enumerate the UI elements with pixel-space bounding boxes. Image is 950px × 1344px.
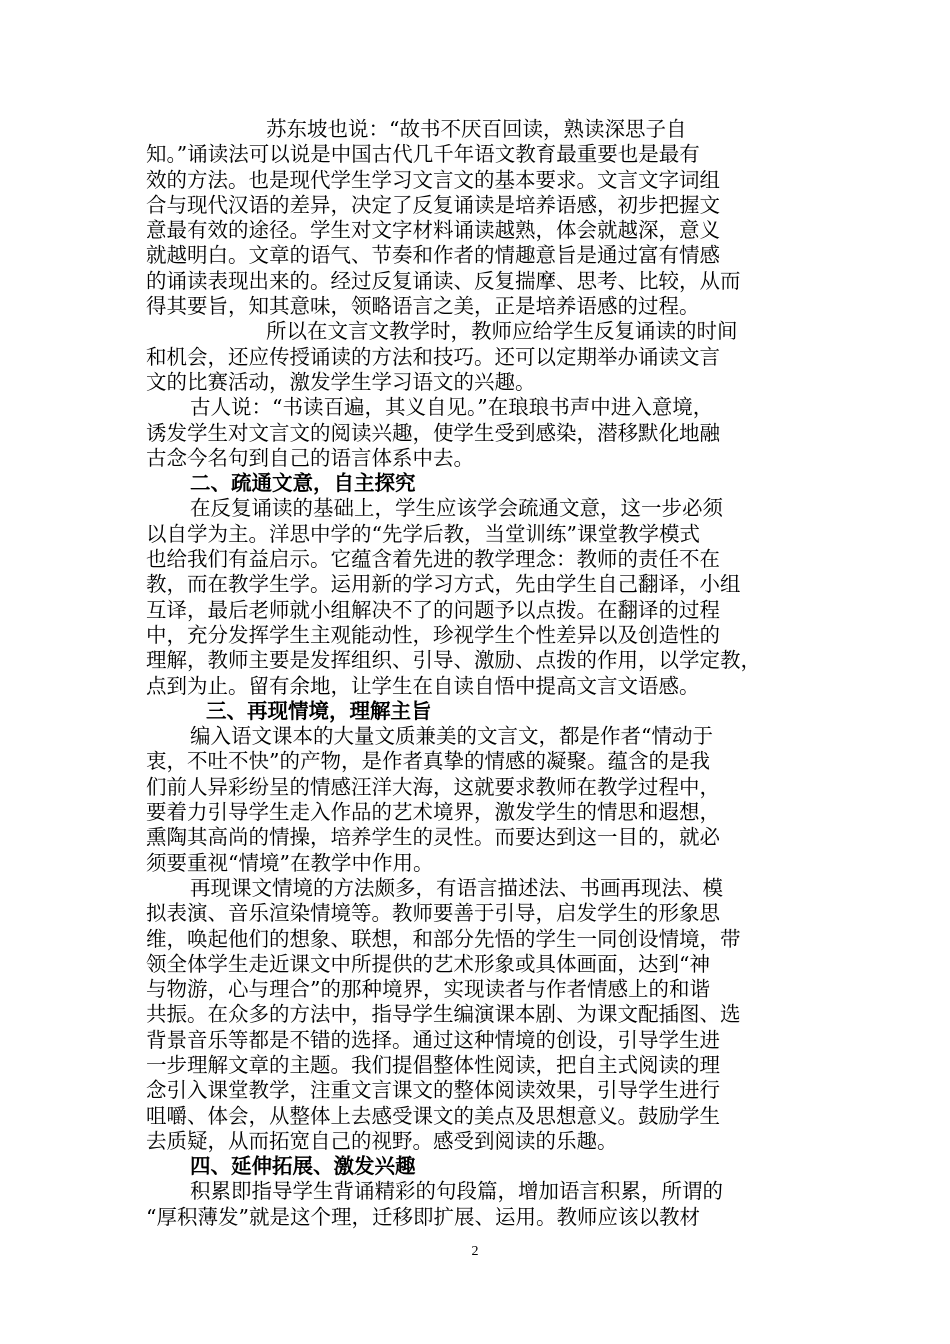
text-line: 拟表演、音乐渲染情境等。教师要善于引导，启发学生的形象思 [146,901,720,926]
text-line: 去质疑，从而拓宽自己的视野。感受到阅读的乐趣。 [146,1128,618,1153]
text-line: 苏东坡也说：“故书不厌百回读，熟读深思子自 [266,117,687,141]
text-line: 互译，最后老师就小组解决不了的问题予以点拨。在翻译的过程 [146,597,720,622]
text-line: 诱发学生对文言文的阅读兴趣，使学生受到感染，潜移默化地融 [146,420,720,445]
text-line: 效的方法。也是现代学生学习文言文的基本要求。文言文字词组 [146,167,720,192]
section-heading: 三、再现情境，理解主旨 [206,698,432,723]
text-line: 意最有效的途径。学生对文字材料诵读越熟，体会就越深，意义 [146,218,720,243]
text-line: “厚积薄发”就是这个理，迁移即扩展、运用。教师应该以教材 [146,1204,700,1229]
text-line: 维，唤起他们的想象、联想，和部分先悟的学生一同创设情境，带 [146,926,741,951]
text-line: 所以在文言文教学时，教师应给学生反复诵读的时间 [266,319,738,344]
text-line: 熏陶其高尚的情操，培养学生的灵性。而要达到这一目的，就必 [146,825,720,850]
text-line: 得其要旨，知其意味，领略语言之美，正是培养语感的过程。 [146,294,700,319]
body-text [146,117,810,1230]
text-line: 理解，教师主要是发挥组织、引导、激励、点拨的作用，以学定教， [146,648,761,673]
text-line: 咀嚼、体会，从整体上去感受课文的美点及思想意义。鼓励学生 [146,1103,720,1128]
text-line: 和机会，还应传授诵读的方法和技巧。还可以定期举办诵读文言 [146,344,720,369]
text-line: 合与现代汉语的差异，决定了反复诵读是培养语感，初步把握文 [146,192,720,217]
text-line: 就越明白。文章的语气、节奏和作者的情趣意旨是通过富有情感 [146,243,720,268]
page-number: 2 [471,1244,479,1259]
text-line: 知。”诵读法可以说是中国古代几千年语文教育最重要也是最有 [146,142,700,167]
text-line: 古人说：“书读百遍，其义自见。”在琅琅书声中进入意境， [190,395,714,420]
text-line: 与物游，心与理合”的那种境界，实现读者与作者情感上的和谐 [146,977,710,1002]
text-line: 须要重视“情境”在教学中作用。 [146,850,434,875]
text-line: 一步理解文章的主题。我们提倡整体性阅读，把自主式阅读的理 [146,1052,720,1077]
text-line: 也给我们有益启示。它蕴含着先进的教学理念：教师的责任不在 [146,547,720,572]
text-line: 以自学为主。洋思中学的“先学后教，当堂训练”课堂教学模式 [146,521,700,546]
text-line: 衷，不吐不快”的产物，是作者真挚的情感的凝聚。蕴含的是我 [146,749,710,774]
text-line: 念引入课堂教学，注重文言课文的整体阅读效果，引导学生进行 [146,1078,720,1103]
text-line: 文的比赛活动，激发学生学习语文的兴趣。 [146,369,536,394]
text-line: 编入语文课本的大量文质兼美的文言文，都是作者“情动于 [190,724,713,749]
section-heading: 四、延伸拓展、激发兴趣 [190,1154,416,1179]
text-line: 古念今名句到自己的语言体系中去。 [146,445,474,470]
text-line: 们前人异彩纷呈的情感汪洋大海，这就要求教师在教学过程中， [146,774,720,799]
text-line: 积累即指导学生背诵精彩的句段篇，增加语言积累，所谓的 [190,1179,723,1204]
text-line: 的诵读表现出来的。经过反复诵读、反复揣摩、思考、比较，从而 [146,268,741,293]
text-line: 点到为止。留有余地，让学生在自读自悟中提高文言文语感。 [146,673,700,698]
text-line: 中，充分发挥学生主观能动性，珍视学生个性差异以及创造性的 [146,622,720,647]
text-line: 共振。在众多的方法中，指导学生编演课本剧、为课文配插图、选 [146,1002,741,1027]
section-heading: 二、疏通文意，自主探究 [190,471,416,496]
text-line: 要着力引导学生走入作品的艺术境界，激发学生的情思和遐想， [146,800,720,825]
text-line: 教，而在教学生学。运用新的学习方式，先由学生自己翻译，小组 [146,572,741,597]
text-line: 在反复诵读的基础上，学生应该学会疏通文意，这一步必须 [190,496,723,521]
text-line: 领全体学生走近课文中所提供的艺术形象或具体画面，达到“神 [146,951,710,976]
text-line: 再现课文情境的方法颇多，有语言描述法、书画再现法、模 [190,875,723,900]
text-line: 背景音乐等都是不错的选择。通过这种情境的创设，引导学生进 [146,1027,720,1052]
